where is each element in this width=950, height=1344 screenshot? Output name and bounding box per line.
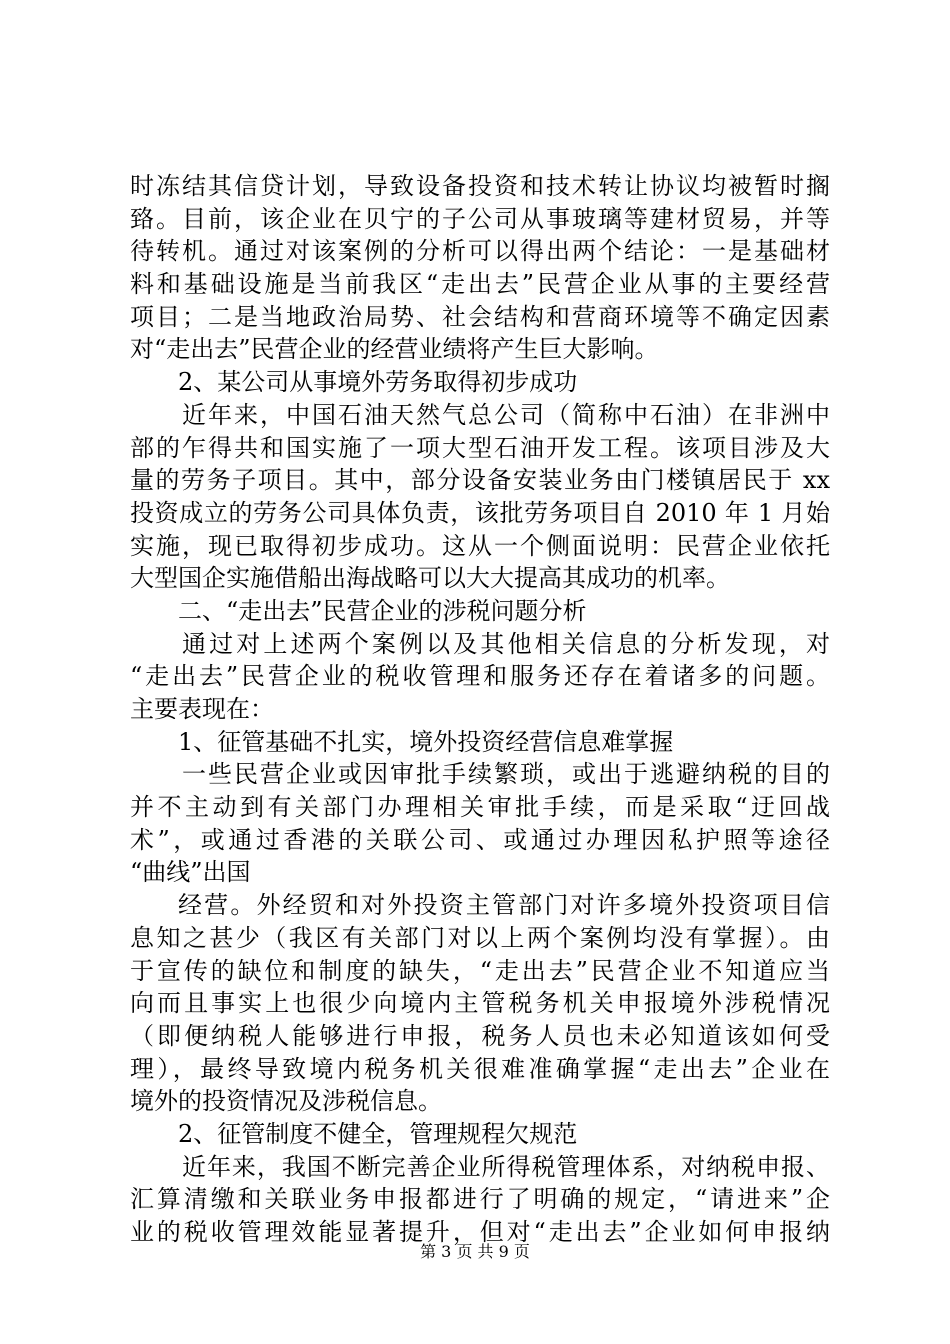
page-number-footer: 第 3 页 共 9 页 — [420, 1242, 530, 1261]
text-line: 实施，现已取得初步成功。这从一个侧面说明：民营企业依托 — [130, 531, 830, 560]
text-line: “曲线”出国 — [130, 858, 251, 887]
text-line: 向而且事实上也很少向境内主管税务机关申报境外涉税情况 — [130, 989, 830, 1018]
text-line: 时冻结其信贷计划，导致设备投资和技术转让协议均被暂时搁 — [130, 172, 830, 200]
text-line: 主要表现在： — [130, 695, 274, 723]
section-heading: 2、某公司从事境外劳务取得初步成功 — [178, 368, 578, 397]
text-line: 大型国企实施借船出海战略可以大大提高其成功的机率。 — [130, 564, 730, 593]
text-line: 息知之甚少（我区有关部门对以上两个案例均没有掌握）。由 — [130, 923, 830, 952]
text-line: 业的税收管理效能显著提升，但对“走出去”企业如何申报纳 — [130, 1218, 830, 1246]
section-heading: 1、征管基础不扎实，境外投资经营信息难掌握 — [178, 727, 674, 756]
text-line: 经营。外经贸和对外投资主管部门对许多境外投资项目信 — [178, 891, 830, 920]
text-line: 汇算清缴和关联业务申报都进行了明确的规定，“请进来”企 — [130, 1185, 830, 1214]
text-line: 项目；二是当地政治局势、社会结构和营商环境等不确定因素 — [130, 302, 830, 331]
text-line: “走出去”民营企业的税收管理和服务还存在着诸多的问题。 — [130, 662, 830, 691]
section-heading: 二、“走出去”民营企业的涉税问题分析 — [178, 596, 587, 625]
text-line: 于宣传的缺位和制度的缺失，“走出去”民营企业不知道应当 — [130, 956, 830, 985]
text-line: 投资成立的劳务公司具体负责，该批劳务项目自 2010 年 1 月始 — [130, 498, 830, 527]
text-line: 境外的投资情况及涉税信息。 — [130, 1087, 442, 1116]
text-line: 待转机。通过对该案例的分析可以得出两个结论：一是基础材 — [130, 237, 830, 266]
section-heading: 2、征管制度不健全，管理规程欠规范 — [178, 1119, 578, 1148]
text-line: 部的乍得共和国实施了一项大型石油开发工程。该项目涉及大 — [130, 433, 830, 462]
text-line: （即便纳税人能够进行申报，税务人员也未必知道该如何受 — [130, 1021, 830, 1050]
text-line: 理），最终导致境内税务机关很难准确掌握“走出去”企业在 — [130, 1054, 830, 1083]
document-body — [130, 170, 830, 1249]
text-line: 量的劳务子项目。其中，部分设备安装业务由门楼镇居民于 xx — [130, 466, 830, 495]
text-line: 近年来，中国石油天然气总公司（简称中石油）在非洲中 — [182, 400, 830, 429]
text-line: 近年来，我国不断完善企业所得税管理体系，对纳税申报、 — [182, 1152, 830, 1181]
text-line: 一些民营企业或因审批手续繁琐，或出于逃避纳税的目的 — [182, 760, 830, 789]
text-line: 通过对上述两个案例以及其他相关信息的分析发现，对 — [182, 629, 830, 658]
text-line: 料和基础设施是当前我区“走出去”民营企业从事的主要经营 — [130, 270, 830, 299]
text-line: 对“走出去”民营企业的经营业绩将产生巨大影响。 — [130, 335, 659, 364]
text-line: 臵。目前，该企业在贝宁的子公司从事玻璃等建材贸易，并等 — [130, 204, 830, 233]
text-line: 并不主动到有关部门办理相关审批手续，而是采取“迂回战 — [130, 793, 830, 822]
text-line: 术”，或通过香港的关联公司、或通过办理因私护照等途径 — [130, 825, 830, 854]
